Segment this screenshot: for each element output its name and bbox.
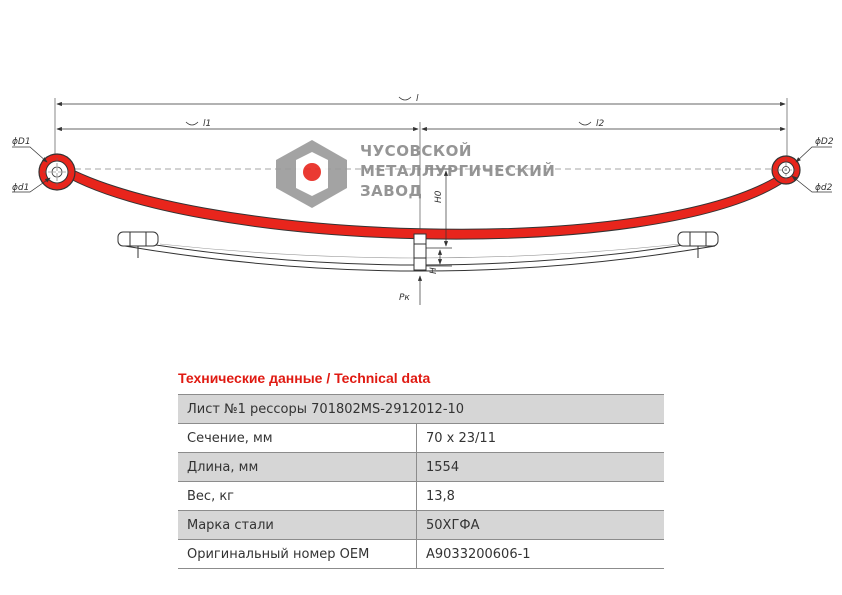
label-l2: l2 xyxy=(596,119,605,129)
label-d2: ϕd2 xyxy=(815,183,833,193)
row-value: A9033200606-1 xyxy=(417,540,665,569)
row-value: 13,8 xyxy=(417,482,665,511)
table-row xyxy=(178,424,664,453)
dimension-total-length xyxy=(57,94,785,104)
table-row xyxy=(178,540,664,569)
label-H: H xyxy=(429,267,439,274)
table-row xyxy=(178,511,664,540)
row-value: 1554 xyxy=(417,453,665,482)
label-Pk: Pк xyxy=(399,293,410,303)
row-label: Оригинальный номер OEM xyxy=(178,540,417,569)
right-eye xyxy=(772,156,800,184)
label-H0: H0 xyxy=(434,190,444,203)
row-value: 70 x 23/11 xyxy=(417,424,665,453)
label-D1: ϕD1 xyxy=(12,137,31,147)
dimension-right-length xyxy=(422,119,785,129)
logo-line-3: ЗАВОД xyxy=(360,182,423,200)
company-logo xyxy=(276,140,555,208)
technical-data-title: Технические данные / Technical data xyxy=(178,370,431,386)
logo-line-1: ЧУСОВСКОЙ xyxy=(360,142,472,160)
row-value: 50ХГФА xyxy=(417,511,665,540)
row-label: Марка стали xyxy=(178,511,417,540)
row-label: Длина, мм xyxy=(178,453,417,482)
header-cell: Лист №1 рессоры 701802MS-2912012-10 xyxy=(178,395,664,424)
label-l1: l1 xyxy=(203,119,212,129)
left-shackle xyxy=(118,232,158,258)
label-D2: ϕD2 xyxy=(815,137,834,147)
technical-data-table xyxy=(178,394,664,569)
dimension-left-length xyxy=(57,119,418,129)
center-bolt xyxy=(414,234,426,270)
label-d1: ϕd1 xyxy=(12,183,30,193)
row-label: Сечение, мм xyxy=(178,424,417,453)
table-row xyxy=(178,453,664,482)
table-row xyxy=(178,482,664,511)
row-label: Вес, кг xyxy=(178,482,417,511)
table-header-row xyxy=(178,395,664,424)
logo-line-2: МЕТАЛЛУРГИЧЕСКИЙ xyxy=(360,162,556,180)
right-shackle xyxy=(678,232,718,258)
label-l: l xyxy=(416,94,419,104)
